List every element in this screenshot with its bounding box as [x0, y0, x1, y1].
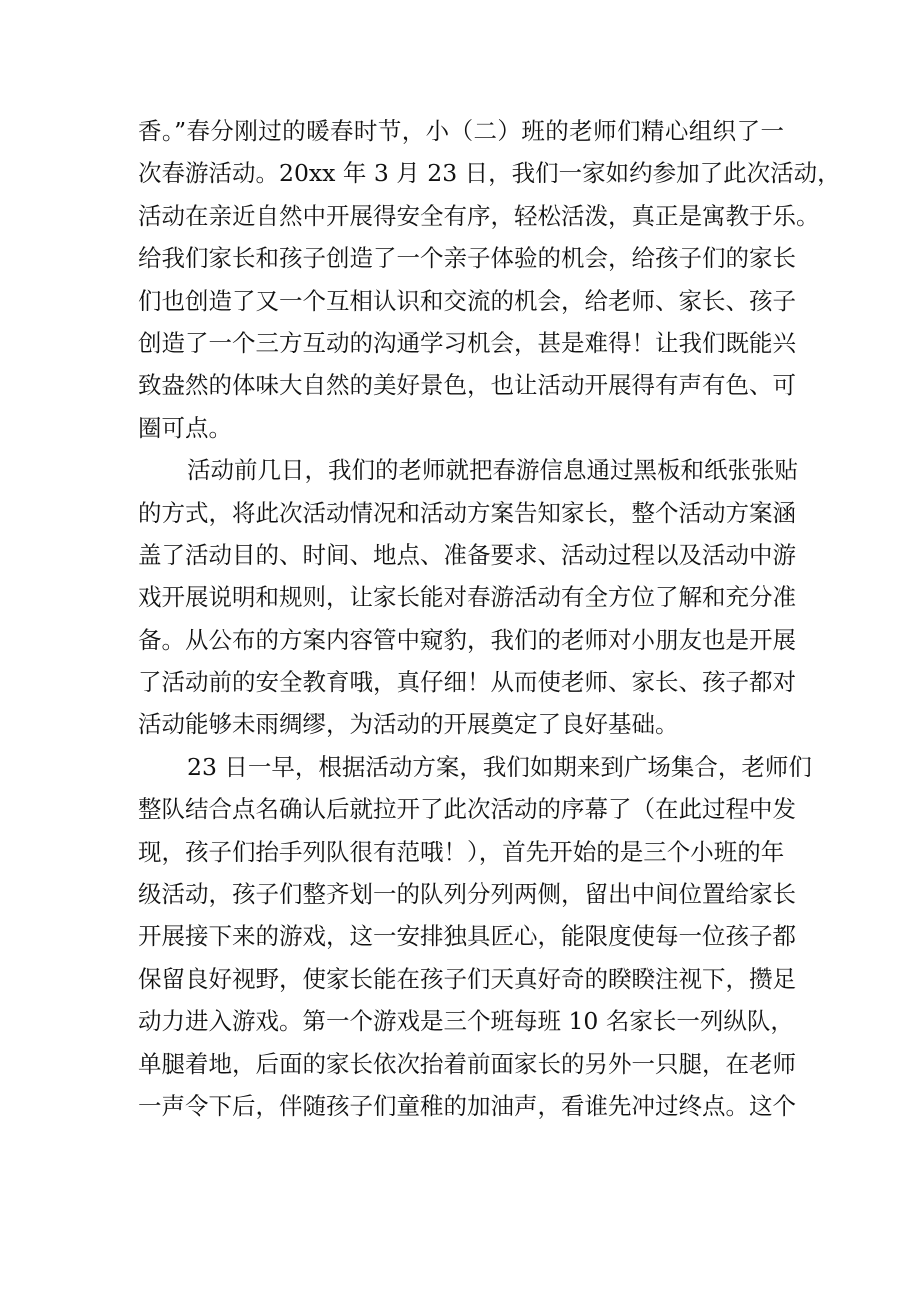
- paragraph-first-line: 23 日一早，根据活动方案，我们如期来到广场集合，老师们: [187, 752, 812, 781]
- text-line: 级活动，孩子们整齐划一的队列分列两侧，留出中间位置给家长: [138, 880, 796, 909]
- text-line: 活动能够未雨绸缪，为活动的开展奠定了良好基础。: [138, 710, 679, 739]
- text-line: 一声令下后，伴随孩子们童稚的加油声，看谁先冲过终点。这个: [138, 1091, 796, 1120]
- text-line: 整队结合点名确认后就拉开了此次活动的序幕了（在此过程中发: [138, 795, 796, 824]
- text-line: 单腿着地，后面的家长依次抬着前面家长的另外一只腿，在老师: [138, 1049, 796, 1078]
- text-line: 开展接下来的游戏，这一安排独具匠心，能限度使每一位孩子都: [138, 922, 796, 951]
- text-line: 保留良好视野，使家长能在孩子们天真好奇的睽睽注视下，攒足: [138, 964, 796, 993]
- text-line: 动力进入游戏。第一个游戏是三个班每班 10 名家长一列纵队，: [138, 1007, 794, 1036]
- text-line: 备。从公布的方案内容管中窥豹，我们的老师对小朋友也是开展: [138, 625, 796, 654]
- text-line: 致盎然的体味大自然的美好景色，也让活动开展得有声有色、可: [138, 371, 796, 400]
- text-line: 次春游活动。20xx 年 3 月 23 日，我们一家如约参加了此次活动，: [138, 159, 841, 188]
- text-line: 现，孩子们抬手列队很有范哦！），首先开始的是三个小班的年: [138, 837, 785, 866]
- text-line: 们也创造了又一个互相认识和交流的机会，给老师、家长、孩子: [138, 286, 796, 315]
- text-line: 活动在亲近自然中开展得安全有序，轻松活泼，真正是寓教于乐。: [138, 201, 820, 230]
- text-line: 盖了活动目的、时间、地点、准备要求、活动过程以及活动中游: [138, 540, 796, 569]
- text-line: 圈可点。: [138, 413, 232, 442]
- text-line: 的方式，将此次活动情况和活动方案告知家长，整个活动方案涵: [138, 498, 796, 527]
- paragraph-first-line: 活动前几日，我们的老师就把春游信息通过黑板和纸张张贴: [187, 456, 798, 485]
- body-text: [138, 110, 841, 1127]
- text-line: 香。”春分刚过的暖春时节，小（二）班的老师们精心组织了一: [138, 117, 784, 145]
- text-line: 创造了一个三方互动的沟通学习机会，甚是难得！让我们既能兴: [138, 328, 796, 357]
- text-line: 了活动前的安全教育哦，真仔细！从而使老师、家长、孩子都对: [138, 668, 796, 697]
- text-line: 戏开展说明和规则，让家长能对春游活动有全方位了解和充分准: [138, 583, 796, 612]
- text-line: 给我们家长和孩子创造了一个亲子体验的机会，给孩子们的家长: [138, 244, 796, 273]
